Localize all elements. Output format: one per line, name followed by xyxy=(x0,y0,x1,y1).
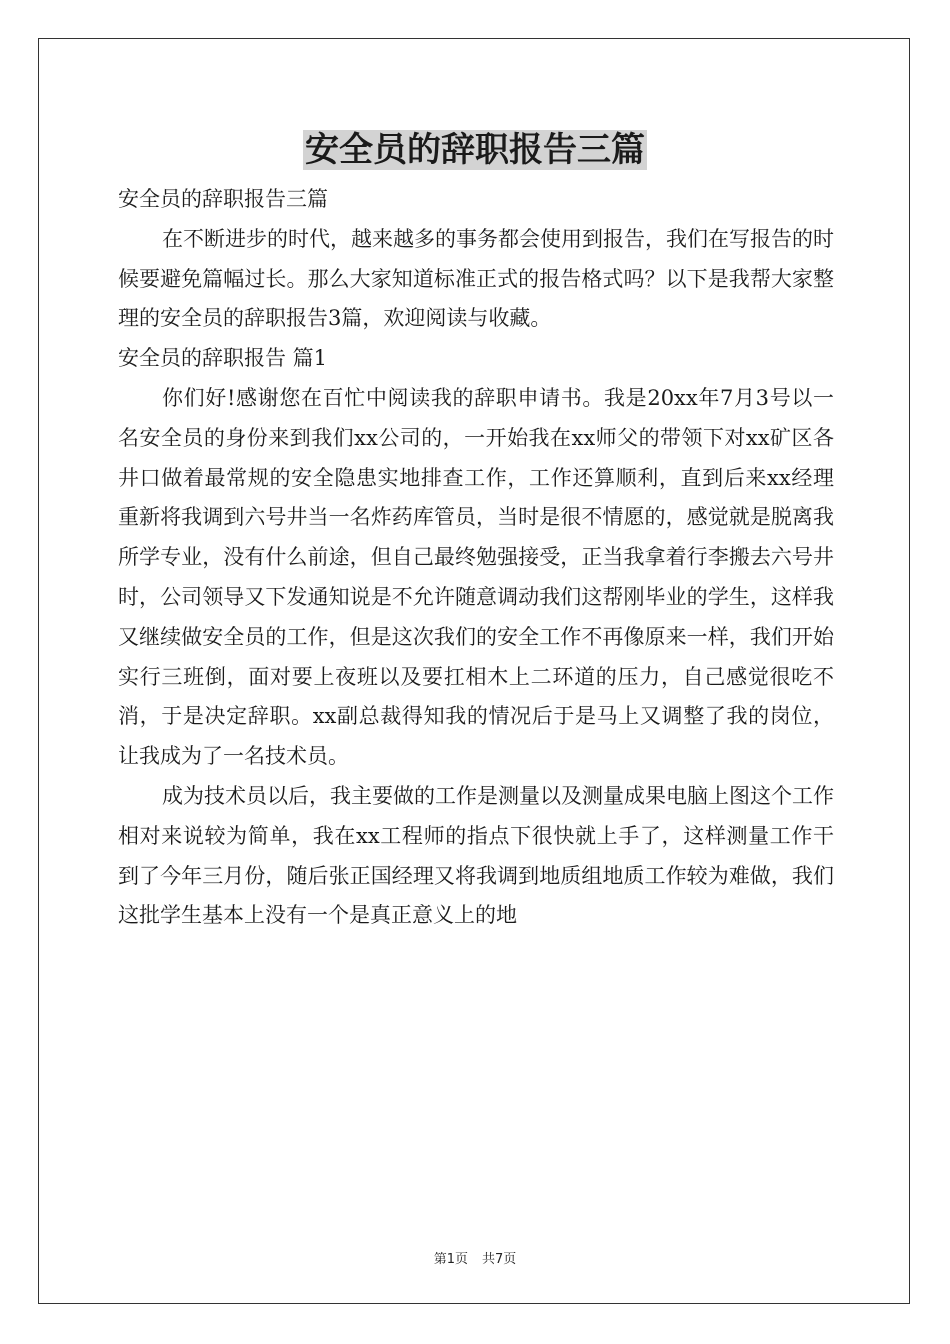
section-heading: 安全员的辞职报告 篇1 xyxy=(118,346,328,371)
page-number: 第1页 xyxy=(433,1252,468,1267)
body-paragraph: 成为技术员以后，我主要做的工作是测量以及测量成果电脑上图这个工作相对来说较为简单，我在xx工程师的指点下很快就上手了，这样测量工作干到了今年三月份，随后张正国经理又将我调到地质组地质工作较为难做，我们这批学生基本上没有一个是真正意义上的地 xyxy=(118,783,834,928)
document-body xyxy=(118,180,834,936)
body-paragraph: 你们好!感谢您在百忙中阅读我的辞职申请书。我是20xx年7月3号以一名安全员的身份来到我们xx公司的，一开始我在xx师父的带领下对xx矿区各井口做着最常规的安全隐患实地排查工作，工作还算顺利，直到后来xx经理重新将我调到六号井当一名炸药库管员，当时是很不情愿的，感觉就是脱离我所学专业，没有什么前途，但自己最终勉强接受，正当我拿着行李搬去六号井时，公司领导又下发通知说是不允许随意调动我们这帮刚毕业的学生，这样我又继续做安全员的工作，但是这次我们的安全工作不再像原来一样，我们开始实行三班倒，面对要上夜班以及要扛相木上二环道的压力，自己感觉很吃不消，于是决定辞职。xx副总裁得知我的情况后于是马上又调整了我的岗位，让我成为了一名技术员。 xyxy=(118,385,834,769)
intro-paragraph: 在不断进步的时代，越来越多的事务都会使用到报告，我们在写报告的时候要避免篇幅过长。那么大家知道标准正式的报告格式吗？以下是我帮大家整理的安全员的辞职报告3篇，欢迎阅读与收藏。 xyxy=(118,226,834,331)
document-title-text: 安全员的辞职报告三篇 xyxy=(305,130,645,170)
subtitle-line: 安全员的辞职报告三篇 xyxy=(118,187,328,211)
page-total: 共7页 xyxy=(482,1252,517,1267)
page-footer xyxy=(0,1248,950,1267)
document-title xyxy=(0,128,950,172)
